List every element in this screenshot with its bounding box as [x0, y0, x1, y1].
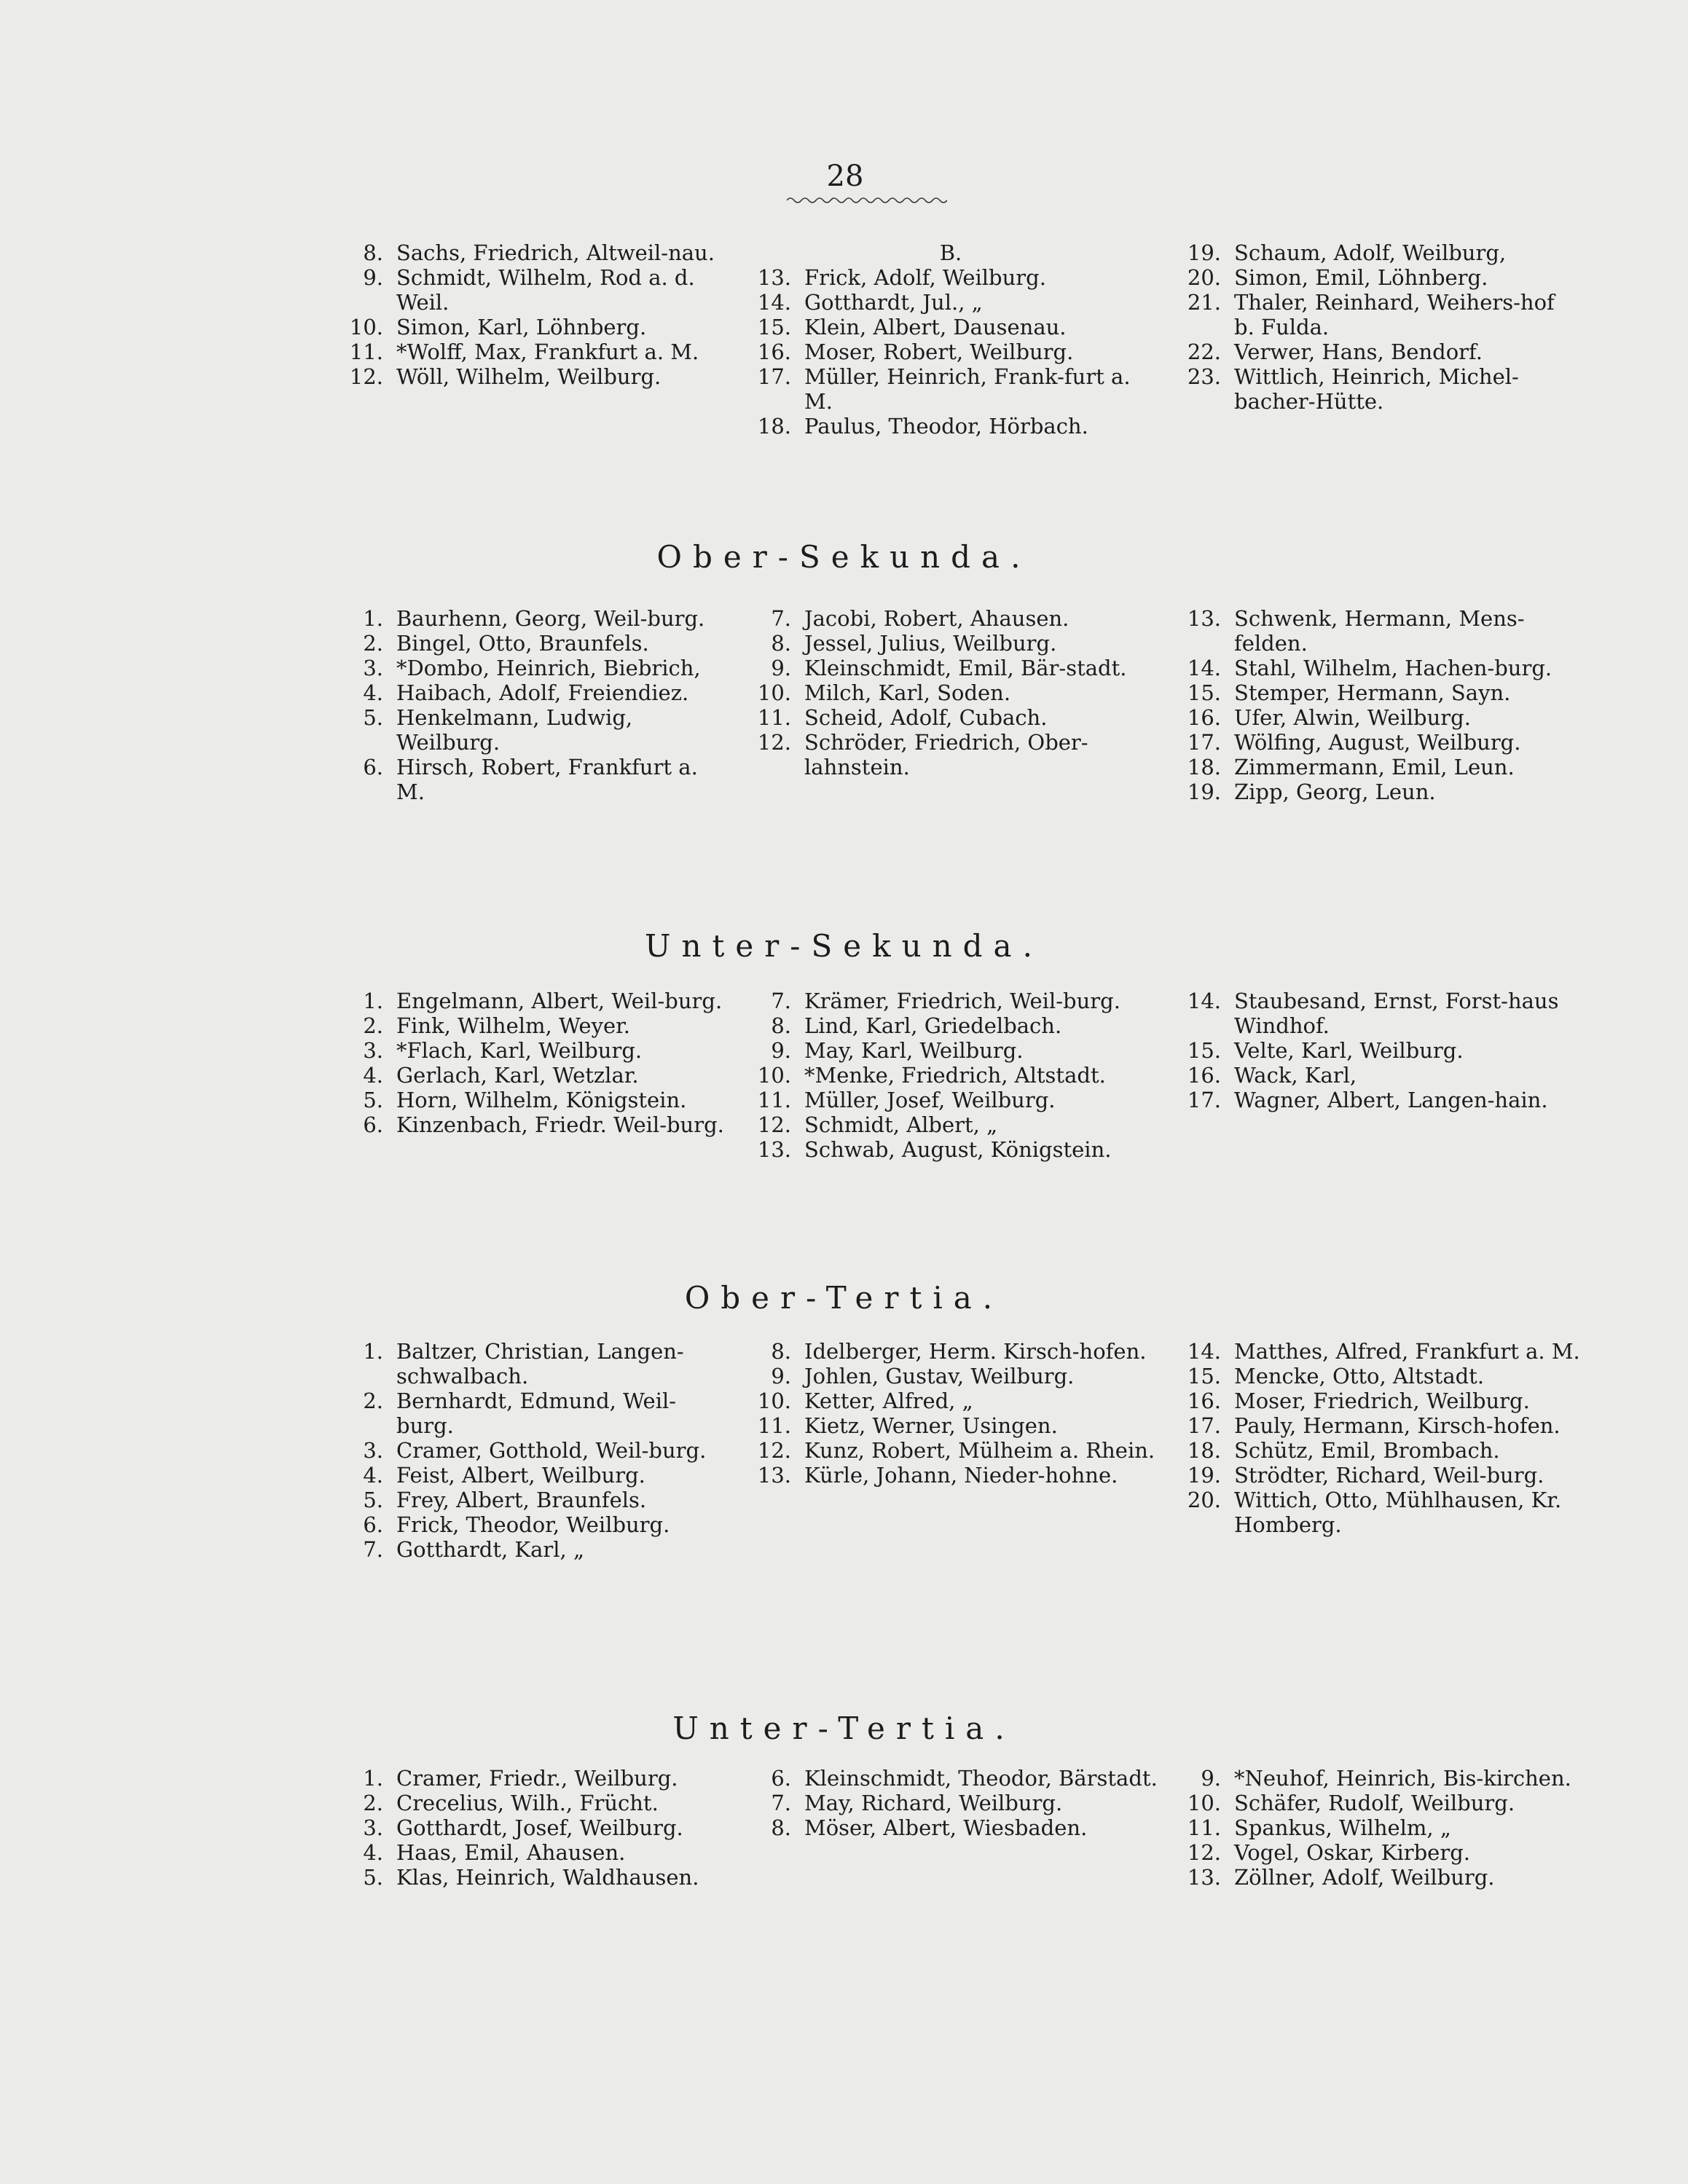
list-item: 15. Mencke, Otto, Altstadt. — [1187, 1364, 1485, 1388]
list-item: 8. Lind, Karl, Griedelbach. — [771, 1013, 1062, 1038]
list-item: 15. Klein, Albert, Dausenau. — [757, 315, 1067, 339]
list-item: 23. Wittlich, Heinrich, Michel-bacher-Hütte. — [1187, 364, 1519, 414]
list-item: 19. Strödter, Richard, Weil-burg. — [1187, 1463, 1544, 1488]
list-item: 1. Engelmann, Albert, Weil-burg. — [363, 989, 723, 1013]
unter-sekunda-column-1 — [335, 989, 729, 1137]
list-item: 3. Gotthardt, Josef, Weilburg. — [363, 1815, 683, 1840]
list-item: 14. Matthes, Alfred, Frankfurt a. M. — [1187, 1339, 1580, 1364]
wavy-rule-ornament — [787, 195, 947, 205]
list-item: 18. Zimmermann, Emil, Leun. — [1187, 755, 1515, 779]
list-item: 19. Zipp, Georg, Leun. — [1187, 779, 1436, 804]
list-item: 11. Müller, Josef, Weilburg. — [757, 1088, 1056, 1112]
unter-sekunda-column-3 — [1173, 989, 1581, 1112]
list-item: 16. Wack, Karl, — [1187, 1063, 1357, 1088]
list-item: 12. Schmidt, Albert, „ — [757, 1112, 998, 1137]
list-item: 13. Zöllner, Adolf, Weilburg. — [1187, 1865, 1495, 1890]
unter-tertia-column-3 — [1173, 1766, 1581, 1890]
section-title-ober-tertia: Ober-Tertia. — [684, 1280, 1004, 1316]
section-title-unter-tertia: Unter-Tertia. — [672, 1710, 1016, 1746]
ober-tertia-column-1 — [335, 1339, 729, 1562]
list-item: 13. Schwenk, Hermann, Mens-felden. — [1187, 606, 1525, 656]
list-item: 19. Schaum, Adolf, Weilburg, — [1187, 240, 1507, 265]
list-item: 6. Kleinschmidt, Theodor, Bärstadt. — [771, 1766, 1158, 1791]
list-item: 9. Johlen, Gustav, Weilburg. — [771, 1364, 1075, 1388]
top-column-2 — [743, 240, 1158, 439]
list-item: 4. Gerlach, Karl, Wetzlar. — [363, 1063, 639, 1088]
top-column-1 — [335, 240, 729, 389]
ober-sekunda-column-2 — [743, 606, 1158, 779]
unter-sekunda-column-2 — [743, 989, 1158, 1162]
ober-sekunda-column-1 — [335, 606, 729, 804]
list-item: 1. Baurhenn, Georg, Weil-burg. — [363, 606, 705, 631]
list-item: 16. Ufer, Alwin, Weilburg. — [1187, 705, 1471, 730]
list-item: 8. Jessel, Julius, Weilburg. — [771, 631, 1057, 656]
list-item: 3. Cramer, Gotthold, Weil-burg. — [363, 1438, 707, 1463]
list-item: 6. Kinzenbach, Friedr. Weil-burg. — [363, 1112, 724, 1137]
list-item: 11. Kietz, Werner, Usingen. — [757, 1413, 1058, 1438]
list-item: 16. Moser, Robert, Weilburg. — [757, 339, 1074, 364]
section-title-ober-sekunda: Ober-Sekunda. — [656, 539, 1032, 575]
list-item: 5. Klas, Heinrich, Waldhausen. — [363, 1865, 699, 1890]
list-item: 7. May, Richard, Weilburg. — [771, 1791, 1063, 1815]
list-item: 13. Schwab, August, Königstein. — [757, 1137, 1112, 1162]
list-item: 4. Haas, Emil, Ahausen. — [363, 1840, 626, 1865]
section-title-unter-sekunda: Unter-Sekunda. — [645, 928, 1043, 964]
list-item: 14. Staubesand, Ernst, Forst-haus Windhof. — [1187, 989, 1559, 1038]
list-item: 11. Scheid, Adolf, Cubach. — [757, 705, 1048, 730]
list-item: 6. Frick, Theodor, Weilburg. — [363, 1512, 670, 1537]
list-item: 3. *Flach, Karl, Weilburg. — [363, 1038, 643, 1063]
list-item: 5. Frey, Albert, Braunfels. — [363, 1488, 647, 1512]
top-column-3 — [1173, 240, 1581, 414]
list-item: 17. Müller, Heinrich, Frank-furt a. M. — [757, 364, 1131, 414]
list-item: 7. Jacobi, Robert, Ahausen. — [771, 606, 1069, 631]
list-item: 7. Gotthardt, Karl, „ — [363, 1537, 584, 1562]
list-item: 5. Henkelmann, Ludwig, Weilburg. — [363, 705, 633, 755]
page-number: 28 — [826, 160, 864, 193]
list-item: 9. Schmidt, Wilhelm, Rod a. d. Weil. — [363, 265, 695, 315]
list-item: 15. Velte, Karl, Weilburg. — [1187, 1038, 1464, 1063]
list-item: 21. Thaler, Reinhard, Weihers-hof b. Fulda. — [1187, 290, 1555, 339]
list-item: 2. Bernhardt, Edmund, Weil-burg. — [363, 1388, 677, 1438]
division-label: B. — [939, 240, 962, 265]
list-item: 17. Wagner, Albert, Langen-hain. — [1187, 1088, 1548, 1112]
list-item: 8. Möser, Albert, Wiesbaden. — [771, 1815, 1088, 1840]
list-item: 2. Crecelius, Wilh., Frücht. — [363, 1791, 659, 1815]
list-item: 17. Wölfing, August, Weilburg. — [1187, 730, 1521, 755]
list-item: 14. Stahl, Wilhelm, Hachen-burg. — [1187, 656, 1552, 680]
list-item: 22. Verwer, Hans, Bendorf. — [1187, 339, 1483, 364]
list-item: 5. Horn, Wilhelm, Königstein. — [363, 1088, 687, 1112]
list-item: 13. Kürle, Johann, Nieder-hohne. — [757, 1463, 1118, 1488]
list-item: 4. Haibach, Adolf, Freiendiez. — [363, 680, 689, 705]
unter-tertia-column-1 — [335, 1766, 729, 1890]
list-item: 11. Spankus, Wilhelm, „ — [1187, 1815, 1451, 1840]
list-item: 10. Ketter, Alfred, „ — [757, 1388, 973, 1413]
unter-tertia-column-2 — [743, 1766, 1158, 1840]
list-item: 2. Fink, Wilhelm, Weyer. — [363, 1013, 631, 1038]
ober-tertia-column-3 — [1173, 1339, 1581, 1537]
list-item: 16. Moser, Friedrich, Weilburg. — [1187, 1388, 1530, 1413]
list-item: 20. Wittich, Otto, Mühlhausen, Kr. Homberg. — [1187, 1488, 1562, 1537]
list-item: 9. May, Karl, Weilburg. — [771, 1038, 1024, 1063]
ober-sekunda-column-3 — [1173, 606, 1581, 804]
list-item: 8. Idelberger, Herm. Kirsch-hofen. — [771, 1339, 1147, 1364]
list-item: 8. Sachs, Friedrich, Altweil-nau. — [363, 240, 715, 265]
list-item: 12. Kunz, Robert, Mülheim a. Rhein. — [757, 1438, 1155, 1463]
list-item: 10. Schäfer, Rudolf, Weilburg. — [1187, 1791, 1515, 1815]
list-item: 10. Milch, Karl, Soden. — [757, 680, 1011, 705]
list-item: 12. Vogel, Oskar, Kirberg. — [1187, 1840, 1470, 1865]
list-item: 10. Simon, Karl, Löhnberg. — [349, 315, 647, 339]
list-item: 10. *Menke, Friedrich, Altstadt. — [757, 1063, 1106, 1088]
list-item: 13. Frick, Adolf, Weilburg. — [757, 265, 1046, 290]
list-item: 12. Schröder, Friedrich, Ober-lahnstein. — [757, 730, 1088, 779]
list-item: 7. Krämer, Friedrich, Weil-burg. — [771, 989, 1120, 1013]
list-item: 14. Gotthardt, Jul., „ — [757, 290, 983, 315]
list-item: 9. Kleinschmidt, Emil, Bär-stadt. — [771, 656, 1127, 680]
list-item: 20. Simon, Emil, Löhnberg. — [1187, 265, 1488, 290]
list-item: 2. Bingel, Otto, Braunfels. — [363, 631, 649, 656]
list-item: 4. Feist, Albert, Weilburg. — [363, 1463, 645, 1488]
list-item: 15. Stemper, Hermann, Sayn. — [1187, 680, 1511, 705]
list-item: 9. *Neuhof, Heinrich, Bis-kirchen. — [1201, 1766, 1571, 1791]
list-item: 12. Wöll, Wilhelm, Weilburg. — [349, 364, 662, 389]
list-item: 3. *Dombo, Heinrich, Biebrich, — [363, 656, 701, 680]
list-item: 11. *Wolff, Max, Frankfurt a. M. — [349, 339, 699, 364]
list-item: 17. Pauly, Hermann, Kirsch-hofen. — [1187, 1413, 1561, 1438]
list-item: 18. Paulus, Theodor, Hörbach. — [757, 414, 1088, 439]
list-item: 1. Cramer, Friedr., Weilburg. — [363, 1766, 678, 1791]
list-item: 1. Baltzer, Christian, Langen-schwalbach. — [363, 1339, 684, 1388]
list-item: 18. Schütz, Emil, Brombach. — [1187, 1438, 1500, 1463]
ober-tertia-column-2 — [743, 1339, 1158, 1488]
list-item: 6. Hirsch, Robert, Frankfurt a. M. — [363, 755, 698, 804]
